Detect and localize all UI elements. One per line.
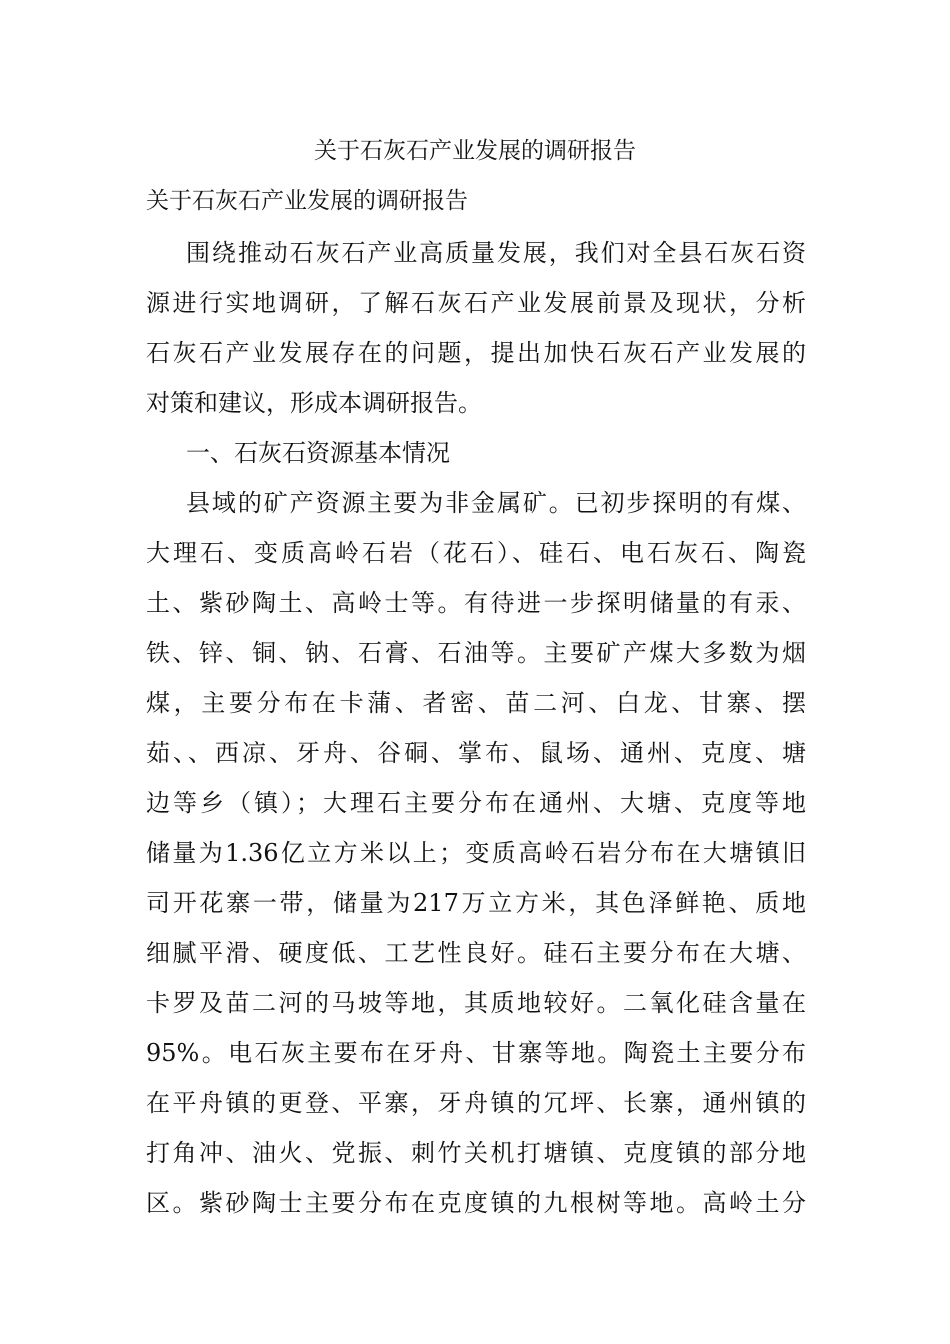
body-line: 土、紫砂陶土、高岭士等。有待进一步探明储量的有汞、 [146,589,806,617]
document-subtitle: 关于石灰石产业发展的调研报告 [146,188,468,214]
page-title: 关于石灰石产业发展的调研报告 [314,138,636,164]
body-line: 卡罗及苗二河的马坡等地，其质地较好。二氧化硅含量在 [146,989,806,1017]
section-heading: 一、石灰石资源基本情况 [186,439,450,467]
body-line: 石灰石产业发展存在的问题，提出加快石灰石产业发展的 [146,339,806,367]
body-line: 细腻平滑、硬度低、工艺性良好。硅石主要分布在大塘、 [146,939,806,967]
body-line: 司开花寨一带，储量为217万立方米，其色泽鲜艳、质地 [146,889,806,917]
body-line: 储量为1.36亿立方米以上；变质高岭石岩分布在大塘镇旧 [146,839,806,867]
body-line: 源进行实地调研，了解石灰石产业发展前景及现状，分析 [146,289,806,317]
body-line: 在平舟镇的更登、平寨，牙舟镇的冗坪、长寨，通州镇的 [146,1089,806,1117]
body-line: 铁、锌、铜、钠、石膏、石油等。主要矿产煤大多数为烟 [146,639,806,667]
body-line: 围绕推动石灰石产业高质量发展，我们对全县石灰石资 [186,239,806,267]
body-line: 大理石、变质高岭石岩（花石）、硅石、电石灰石、陶瓷 [146,539,806,567]
body-line: 县域的矿产资源主要为非金属矿。已初步探明的有煤、 [186,489,806,517]
body-line: 茹、、西凉、牙舟、谷硐、掌布、鼠场、通州、克度、塘 [146,739,806,767]
body-line: 打角冲、油火、党振、刺竹关机打塘镇、克度镇的部分地 [146,1139,806,1167]
body-line: 区。紫砂陶士主要分布在克度镇的九根树等地。高岭土分 [146,1189,806,1217]
body-line: 对策和建议，形成本调研报告。 [146,389,482,417]
body-line: 边等乡（镇）；大理石主要分布在通州、大塘、克度等地 [146,789,806,817]
body-line: 95%。电石灰主要布在牙舟、甘寨等地。陶瓷土主要分布 [146,1039,806,1067]
body-line: 煤，主要分布在卡蒲、者密、苗二河、白龙、甘寨、摆 [146,689,806,717]
